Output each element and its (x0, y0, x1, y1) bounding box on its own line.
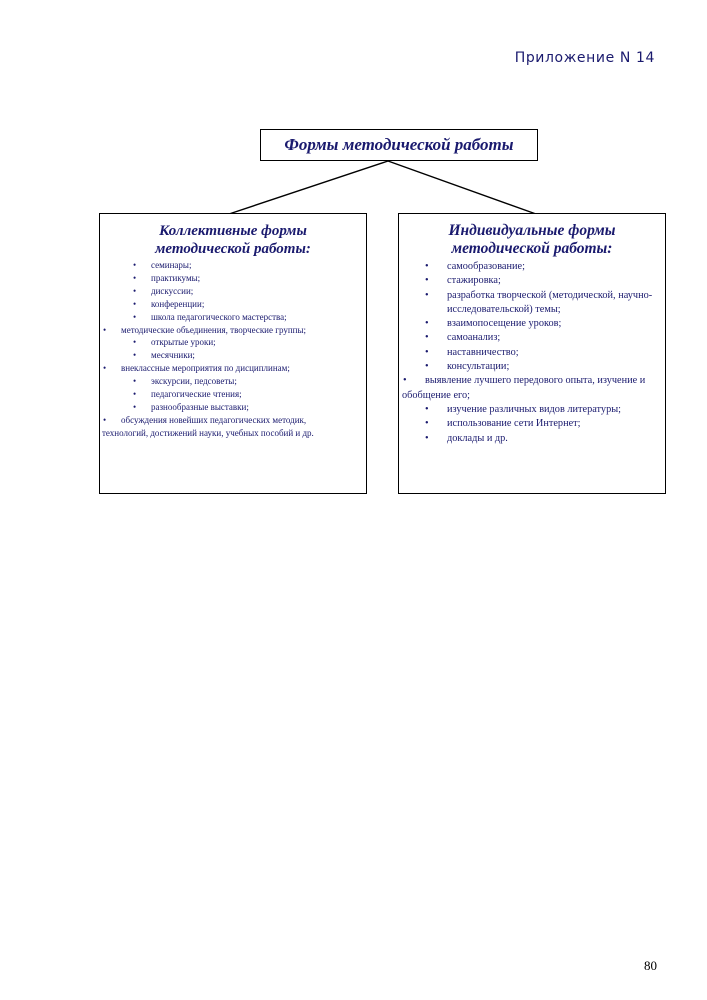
bullet-icon: • (133, 298, 137, 309)
bullet-icon: • (425, 261, 429, 272)
diagram-title: Формы методической работы (284, 135, 514, 154)
list-item: • внеклассные мероприятия по дисциплинам; (103, 363, 290, 374)
collective-forms-list (100, 259, 366, 440)
list-item: • консультации; (447, 360, 653, 374)
bullet-icon: • (425, 418, 429, 430)
bullet-icon: • (133, 401, 137, 412)
bullet-icon: • (133, 376, 137, 387)
bullet-icon: • (133, 311, 137, 322)
bullet-icon: • (425, 403, 429, 415)
list-item: • месячники; (133, 350, 195, 361)
bullet-icon: • (425, 432, 429, 444)
bullet-icon: • (133, 389, 137, 400)
list-item: • школа педагогического мастерства; (133, 311, 287, 322)
individual-heading-line1: Индивидуальные формы (448, 222, 616, 239)
list-item: • наставничество; (447, 346, 653, 360)
individual-forms-list (399, 260, 665, 446)
list-item: • использование сети Интернет; (447, 417, 653, 431)
list-item: • методические объединения, творческие группы; (103, 324, 307, 335)
bullet-icon: • (425, 318, 429, 330)
list-item: • стажировка; (447, 274, 653, 288)
bullet-icon: • (425, 361, 429, 373)
bullet-icon: • (425, 346, 429, 358)
list-item: • самообразование; (447, 260, 653, 274)
bullet-icon: • (133, 285, 137, 296)
individual-forms-box (398, 213, 666, 494)
list-item: • семинары; (133, 260, 192, 270)
list-item: • выявление лучшего передового опыта, изучение и обобщение его; (402, 375, 646, 401)
connector-right (388, 161, 536, 214)
bullet-icon: • (425, 275, 429, 287)
page-number: 80 (644, 958, 657, 973)
list-item: • взаимопосещение уроков; (447, 317, 653, 331)
individual-heading-line2: методической работы: (451, 240, 613, 257)
list-item: • дискуссии; (133, 285, 194, 296)
list-item: • педагогические чтения; (133, 389, 242, 400)
list-item: • открытые уроки; (133, 337, 216, 348)
list-item: • обсуждения новейших педагогических методик, технологий, достижений науки, учебных пособий и др. (102, 414, 314, 438)
bullet-icon: • (133, 272, 137, 283)
list-item: • самоанализ; (447, 331, 653, 345)
bullet-icon: • (425, 332, 429, 344)
list-item: • разнообразные выставки; (133, 401, 249, 412)
diagram-title-box (260, 129, 538, 161)
appendix-label: Приложение N 14 (514, 50, 655, 66)
collective-forms-heading (100, 222, 366, 258)
individual-forms-heading (399, 222, 665, 258)
connector-left (229, 161, 388, 214)
list-item: • разработка творческой (методической, научно-исследовательской) темы; (425, 289, 653, 315)
bullet-icon: • (133, 337, 137, 348)
list-item: • экскурсии, педсоветы; (133, 376, 237, 387)
bullet-icon: • (133, 350, 137, 361)
list-item: • доклады и др. (447, 432, 653, 446)
bullet-icon: • (425, 289, 429, 301)
collective-heading-line1: Коллективные формы (159, 223, 307, 239)
list-item: • изучение различных видов литературы; (447, 403, 653, 417)
list-item: • конференции; (133, 298, 205, 309)
collective-heading-line2: методической работы: (155, 241, 311, 257)
list-item: • практикумы; (133, 272, 201, 283)
collective-forms-box (99, 213, 367, 494)
bullet-icon: • (133, 260, 137, 270)
